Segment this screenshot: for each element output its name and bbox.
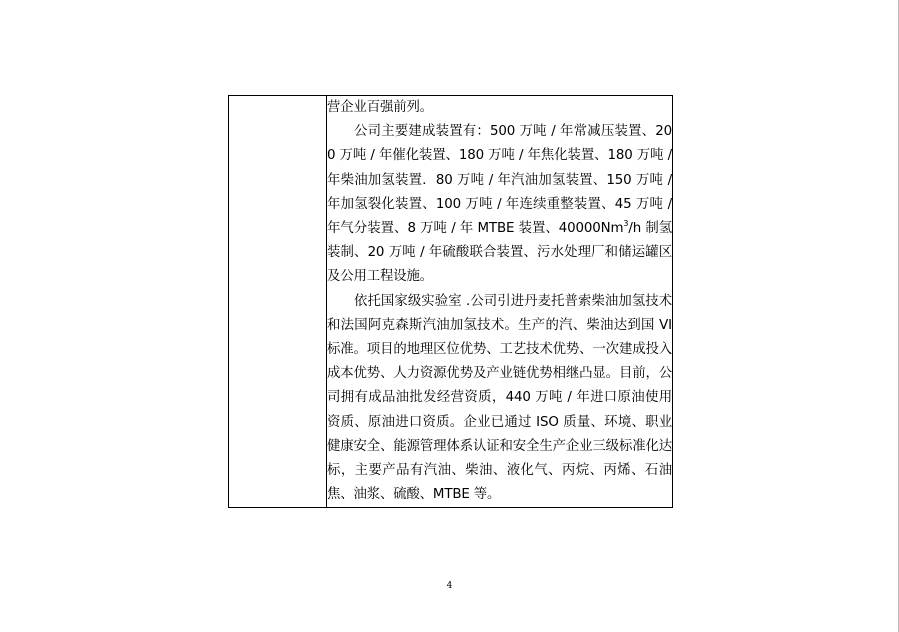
superscript-three: 3	[623, 219, 629, 229]
installations-text-part2: /h 制氢装制、20 万吨 / 年硫酸联合装置、污水处理厂和储运罐区及公用工程设施。	[327, 221, 672, 285]
paragraph-installations	[327, 120, 672, 289]
installations-text-part1: 公司主要建成装置有：500 万吨 / 年常减压装置、200 万吨 / 年催化装置、180 万吨 / 年焦化装置、180 万吨 / 年柴油加氢装置．80 万吨 / 年汽油加氢装置、150 万吨 / 年加氢裂化装置、100 万吨 / 年连续重整装置、45 万吨 / 年气分装置、8 万吨 / 年 MTBE 装置、40000Nm	[327, 124, 672, 237]
table-right-cell	[327, 96, 673, 508]
page-number: 4	[446, 581, 453, 591]
table-row	[229, 96, 673, 508]
continuation-line: 营企业百强前列。	[327, 100, 433, 115]
paragraph-technology: 依托国家级实验室 .公司引进丹麦托普索柴油加氢技术和法国阿克森斯汽油加氢技术。生产的汽、柴油达到国 VI 标准。项目的地理区位优势、工艺技术优势、一次建成投入成本优势、人力资源优势及产业链优势相继凸显。目前，公司拥有成品油批发经营资质，440 万吨 / 年进口原油使用资质、原油进口资质。企业已通过 ISO 质量、环境、职业健康安全、能源管理体系认证和安全生产企业三级标准化达标，主要产品有汽油、柴油、液化气、丙烷、丙烯、石油焦、油浆、硫酸、MTBE 等。	[327, 293, 672, 503]
table-left-cell	[229, 96, 327, 508]
content-table	[228, 95, 673, 508]
